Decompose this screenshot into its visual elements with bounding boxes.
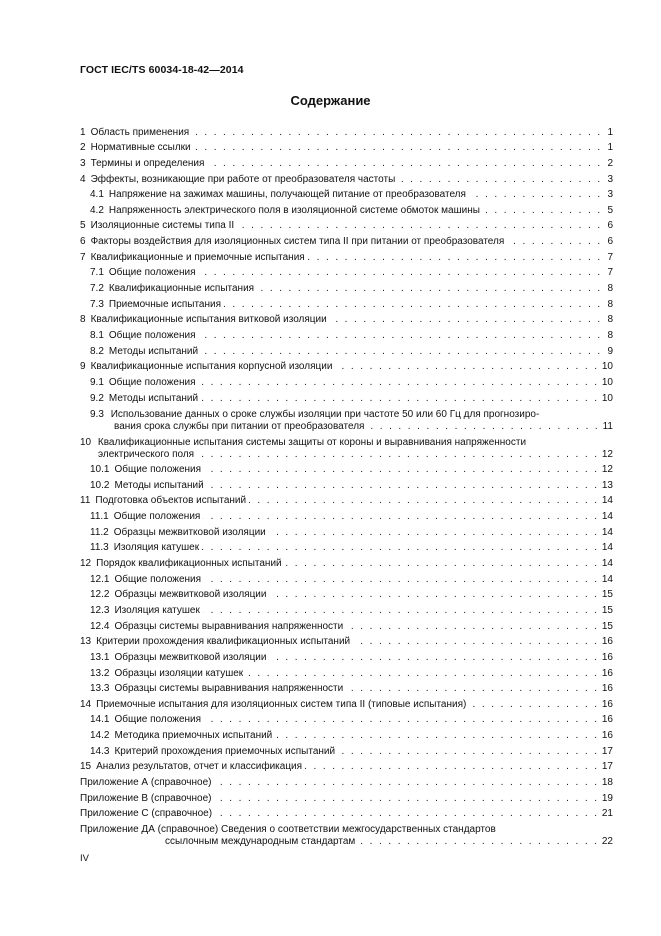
dot-leader [199,330,603,342]
toc-entry-page: 10 [601,361,613,373]
toc-entry-page: 18 [601,776,613,788]
toc-entry-text: Приложение ДА (справочное) Сведения о соответствии межгосударственных стандартов [80,824,496,836]
toc-entry-number: 5 [80,220,86,232]
toc-entry-number: 12 [80,558,92,570]
page-number: IV [80,853,89,864]
toc-entry-number: 7.1 [90,267,104,279]
dot-leader [257,283,602,295]
toc-entry-text: Приемочные испытания [108,298,222,310]
dot-leader [507,236,602,248]
toc-entry-text-cont: электрического поля [98,448,195,460]
toc-entry-text: Подготовка объектов испытаний [95,495,247,507]
toc-entry[interactable] [80,295,613,311]
toc-entry-text: Общие положения [114,573,202,585]
dot-leader [199,267,603,279]
toc-entry-number: 9.2 [90,392,104,404]
toc-entry[interactable] [80,358,613,374]
toc-entry[interactable] [80,248,613,264]
toc-entry-page: 12 [601,464,613,476]
toc-entry-page: 15 [601,620,613,632]
toc-entry-number: 12.1 [90,573,110,585]
toc-entry-text: Термины и определения [90,157,205,169]
toc-entry-text: Образцы системы выравнивания напряженности [114,683,344,695]
toc-entry-page: 6 [607,220,613,232]
toc-entry-number: 13 [80,636,92,648]
toc-entry-page: 16 [601,667,613,679]
toc-entry-number: 11.2 [90,526,109,538]
dot-leader [346,621,599,633]
toc-entry-text: Квалификационные испытания [108,283,255,295]
toc-entry[interactable] [80,554,613,570]
toc-entry-number: 10.1 [90,464,110,476]
toc-entry[interactable] [80,342,613,358]
toc-entry-number: 14 [80,698,92,710]
toc-entry-text: Общие положения [113,511,201,523]
dot-leader [215,808,599,820]
toc-entry[interactable] [80,201,613,217]
toc-entry-page: 14 [601,495,613,507]
dot-leader [194,142,602,154]
toc-entry-number: 8.2 [90,345,104,357]
toc-entry-page: 19 [601,792,613,804]
toc-entry[interactable] [80,680,613,696]
toc-entry-text: Анализ результатов, отчет и классификация [96,761,303,773]
document-code: ГОСТ IEC/TS 60034-18-42—2014 [80,64,244,76]
toc-entry-number: 3 [80,157,86,169]
dot-leader [203,605,599,617]
toc-entry-page: 11 [602,420,613,432]
toc-entry-text: Квалификационные испытания корпусной изоляции [90,361,333,373]
dot-leader [214,793,598,805]
toc-entry[interactable] [80,617,613,633]
dot-leader [305,761,599,773]
toc-entry[interactable] [80,789,613,805]
dot-leader [275,730,599,742]
toc-entry-number: 6 [80,236,86,248]
toc-entry-text: Критерии прохождения квалификационных испытаний [96,636,351,648]
toc-entry[interactable] [80,311,613,327]
toc-entry-text: Квалификационные и приемочные испытания [90,251,305,263]
toc-entry-text-cont: ссылочным международным стандартам [165,836,356,848]
toc-entry-number: 9 [80,361,86,373]
toc-entry-page: 9 [607,345,613,357]
toc-entry-page: 2 [607,157,613,169]
toc-entry-number: 9.1 [90,376,104,388]
toc-entry[interactable] [80,633,613,649]
toc-entry-text-cont: вания срока службы при питании от преобразователя [114,420,365,432]
toc-entry-text: Приемочные испытания для изоляционных систем типа II (типовые испытания) [96,698,467,710]
toc-entry-text: Общие положения [114,714,202,726]
toc-entry-text: Критерий прохождения приемочных испытаний [114,745,336,757]
toc-entry-text: Факторы воздействия для изоляционных систем типа II при питании от преобразователя [90,236,505,248]
dot-leader [308,252,602,264]
toc-entry-page: 15 [601,604,613,616]
toc-entry-page: 22 [601,836,613,848]
toc-entry[interactable] [80,264,613,280]
toc-entry[interactable] [80,586,613,602]
dot-leader [204,574,599,586]
dot-leader [338,746,599,758]
toc-entry-text: Напряженность электрического поля в изоляционной системе обмоток машины [108,204,480,216]
toc-entry[interactable] [80,664,613,680]
toc-entry-text: Изоляция катушек [113,542,200,554]
toc-entry-page: 16 [601,730,613,742]
toc-entry[interactable] [80,539,613,555]
toc-entry-text: Методика приемочных испытаний [114,730,273,742]
toc-entry[interactable] [80,507,613,523]
toc-entry[interactable] [80,326,613,342]
dot-leader [192,127,602,139]
toc-entry-number: 12.2 [90,589,110,601]
toc-entry-number: 11.3 [90,542,109,554]
toc-entry[interactable] [80,154,613,170]
dot-leader [224,299,602,311]
toc-entry-number: 13.1 [90,651,110,663]
toc-entry-9-3[interactable] [80,405,613,433]
toc-entry-page: 10 [601,376,613,388]
dot-leader [335,361,598,373]
toc-entry[interactable] [80,758,613,774]
page-title: Содержание [290,93,371,108]
dot-leader [353,636,599,648]
toc-entry-page: 16 [601,714,613,726]
toc-entry-page: 6 [607,236,613,248]
toc-entry-text: Квалификационные испытания витковой изоляции [90,314,327,326]
toc-entry[interactable] [80,461,613,477]
toc-entry-text: Образцы изоляции катушек [114,667,244,679]
toc-entry-number: 7.3 [90,298,104,310]
toc-entry-page: 12 [601,448,613,460]
dot-leader [269,589,598,601]
toc-entry-number: 14.2 [90,730,110,742]
dot-leader [201,346,602,358]
toc-entry-number: 7.2 [90,283,104,295]
toc-entry[interactable] [80,805,613,821]
toc-entry-text: Образцы межвитковой изоляции [114,589,267,601]
toc-entry-number: 4.1 [90,189,104,201]
toc-entry-text: Методы испытаний [108,345,199,357]
toc-entry-page: 8 [607,298,613,310]
dot-leader [469,189,602,201]
toc-entry-page: 17 [601,761,613,773]
toc-entry-page: 1 [607,142,613,154]
toc-entry-number: 8.1 [90,329,104,341]
toc-entry-10[interactable] [80,433,613,461]
toc-entry-page: 16 [601,651,613,663]
toc-entry-text: Изоляция катушек [114,604,200,616]
toc-entry-number: 8 [80,314,86,326]
dot-leader [346,683,599,695]
toc-entry-page: 14 [601,511,613,523]
toc-entry-page: 3 [607,189,613,201]
dot-leader [199,377,599,389]
toc-entry-number: 4 [80,173,86,185]
toc-entry-page: 16 [601,683,613,695]
toc-entry-number: 12.4 [90,620,110,632]
toc-entry-number: 10 [80,436,92,448]
toc-entry[interactable] [80,232,613,248]
dot-leader [483,205,602,217]
toc-entry-page: 16 [601,636,613,648]
toc-entry-page: 7 [607,251,613,263]
toc-entry[interactable] [80,601,613,617]
dot-leader [285,558,599,570]
toc-entry[interactable] [80,170,613,186]
toc-entry-text: Напряжение на зажимах машины, получающей питание от преобразователя [108,189,466,201]
toc-entry-page: 17 [601,745,613,757]
toc-entry-appendix-da[interactable] [80,820,613,848]
toc-entry-number: 15 [80,761,92,773]
toc-entry-number: 12.3 [90,604,110,616]
toc-entry[interactable] [80,773,613,789]
dot-leader [237,220,602,232]
toc-entry-page: 8 [607,314,613,326]
toc-entry[interactable] [80,217,613,233]
toc-entry[interactable] [80,476,613,492]
toc-entry-number: 14.3 [90,745,110,757]
toc-entry-text: Эффекты, возникающие при работе от преобразователя частоты [90,173,396,185]
toc-entry[interactable] [80,389,613,405]
toc-entry-text: Приложение А (справочное) [80,776,212,788]
toc-entry[interactable] [80,279,613,295]
toc-entry-text: Общие положения [114,464,202,476]
toc-entry-page: 16 [601,698,613,710]
toc-entry-text: Изоляционные системы типа II [90,220,235,232]
toc-entry-text: Порядок квалификационных испытаний [96,558,282,570]
toc-entry-text: Приложение С (справочное) [80,808,213,820]
toc-entry-page: 10 [601,392,613,404]
toc-entry-text: Образцы межвитковой изоляции [114,651,267,663]
toc-entry[interactable] [80,186,613,202]
toc-entry[interactable] [80,123,613,139]
toc-entry[interactable] [80,695,613,711]
toc-entry-text: Общие положения [108,376,196,388]
table-of-contents [80,123,613,848]
toc-entry[interactable] [80,523,613,539]
toc-entry-text: Использование данных о сроке службы изоляции при частоте 50 или 60 Гц для прогнозиро- [110,408,540,420]
toc-entry-number: 11 [80,495,91,507]
toc-entry-text: Общие положения [108,267,196,279]
toc-entry-page: 8 [607,329,613,341]
toc-entry-number: 2 [80,142,86,154]
toc-entry-page: 21 [601,808,613,820]
toc-entry[interactable] [80,648,613,664]
toc-entry[interactable] [80,492,613,508]
dot-leader [246,668,599,680]
dot-leader [202,542,599,554]
toc-entry-page: 14 [601,573,613,585]
toc-entry-page: 3 [607,173,613,185]
toc-entry-number: 7 [80,251,86,263]
toc-entry[interactable] [80,742,613,758]
dot-leader [330,314,602,326]
dot-leader [204,714,599,726]
toc-entry-text: Методы испытаний [108,392,199,404]
toc-entry-page: 5 [607,204,613,216]
toc-entry[interactable] [80,711,613,727]
toc-entry[interactable] [80,726,613,742]
toc-entry-text: Область применения [90,126,190,138]
toc-entry-page: 15 [601,589,613,601]
toc-entry-number: 11.1 [90,511,109,523]
toc-entry-page: 1 [607,126,613,138]
dot-leader [204,464,599,476]
toc-entry[interactable] [80,139,613,155]
toc-entry-number: 4.2 [90,204,104,216]
toc-entry-page: 14 [601,542,613,554]
dot-leader [207,158,602,170]
toc-entry-text: Квалификационные испытания системы защиты от короны и выравнивания напряженности [97,436,527,448]
toc-entry-number: 14.1 [90,714,110,726]
toc-entry-number: 13.2 [90,667,110,679]
toc-entry-page: 14 [601,526,613,538]
toc-entry-number: 13.3 [90,683,110,695]
toc-entry-text: Методы испытаний [114,479,204,491]
toc-entry-text: Нормативные ссылки [90,142,191,154]
dot-leader [203,511,599,523]
toc-entry-page: 13 [601,479,613,491]
dot-leader [269,652,598,664]
toc-entry-page: 7 [607,267,613,279]
dot-leader [249,495,599,507]
dot-leader [207,480,599,492]
dot-leader [398,174,602,186]
toc-entry[interactable] [80,570,613,586]
toc-entry-number: 10.2 [90,479,110,491]
toc-entry-page: 8 [607,283,613,295]
dot-leader [214,777,598,789]
dot-leader [201,393,599,405]
dot-leader [469,699,599,711]
toc-entry-number: 1 [80,126,86,138]
dot-leader [269,527,599,539]
toc-entry[interactable] [80,373,613,389]
toc-entry-text: Образцы системы выравнивания напряженности [114,620,344,632]
toc-entry-page: 14 [601,558,613,570]
toc-entry-number: 9.3 [90,408,104,420]
toc-entry-text: Общие положения [108,329,196,341]
toc-entry-text: Образцы межвитковой изоляции [113,526,266,538]
toc-entry-text: Приложение В (справочное) [80,792,212,804]
